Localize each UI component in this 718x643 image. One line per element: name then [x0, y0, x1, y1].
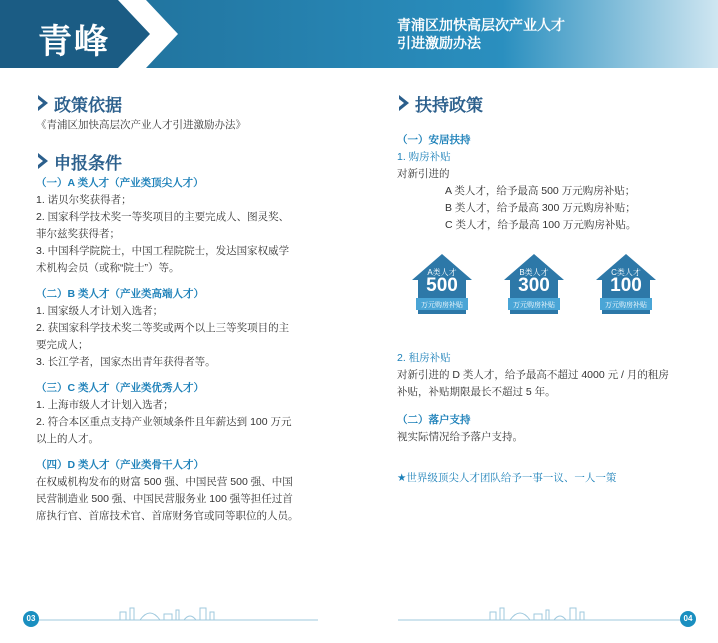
hukou-text: 视实际情况给予落户支持。 — [397, 431, 523, 443]
list-item: 2. 国家科学技术奖一等奖项目的主要完成人、图灵奖、 — [36, 211, 290, 223]
list-item: 1. 国家级人才计划入选者； — [36, 305, 164, 317]
list-item: C 类人才，给予最高 100 万元购房补贴。 — [445, 219, 637, 231]
list-item: B 类人才，给予最高 300 万元购房补贴； — [445, 202, 636, 214]
hukou-heading: （二）落户支持 — [397, 414, 471, 426]
group-heading: （四）D 类人才（产业类骨干人才） — [36, 459, 204, 471]
list-item: 1. 上海市级人才计划入选者； — [36, 399, 174, 411]
policy-text: 《青浦区加快高层次产业人才引进激励办法》 — [36, 119, 246, 131]
rent-subsidy-title: 2. 租房补贴 — [397, 352, 451, 364]
group-heading: （三）C 类人才（产业类优秀人才） — [36, 382, 204, 394]
list-item: 席执行官、首席技术官、首席财务官或同等职位的人员。 — [36, 510, 299, 522]
house-c-icon: C类人才 100 万元购房补贴 — [594, 252, 658, 316]
group-d — [36, 457, 318, 525]
rent-text: 补贴，补贴期限最长不超过 5 年。 — [397, 386, 556, 398]
house-b-icon: B类人才 300 万元购房补贴 — [502, 252, 566, 316]
list-item: 术机构会员（或称“院士”）等。 — [36, 262, 180, 274]
page-number-left: 03 — [23, 611, 39, 627]
list-item: 要完成人； — [36, 339, 89, 351]
housing-heading: （一）安居扶持 — [397, 134, 471, 146]
chevron-right-icon — [36, 153, 50, 169]
group-heading: （二）B 类人才（产业类高端人才） — [36, 288, 204, 300]
header-banner — [0, 0, 718, 68]
chevron-right-icon — [397, 95, 411, 111]
list-item: 3. 长江学者，国家杰出青年获得者等。 — [36, 356, 216, 368]
group-a — [36, 175, 318, 277]
list-item: 民营制造业 500 强、中国民营服务业 100 强等担任过首 — [36, 493, 293, 505]
list-item: A 类人才，给予最高 500 万元购房补贴； — [445, 185, 636, 197]
page-number-right: 04 — [680, 611, 696, 627]
header-title: 青浦区加快高层次产业人才 引进激励办法 — [397, 17, 565, 51]
chevron-right-icon — [36, 95, 50, 111]
house-subsidy-icons — [410, 252, 689, 316]
support-section-title: 扶持政策 — [397, 92, 689, 114]
list-item: 2. 获国家科学技术奖二等奖或两个以上三等奖项目的主 — [36, 322, 290, 334]
footer-skyline — [0, 598, 718, 643]
right-column — [397, 92, 689, 485]
list-item: 2. 符合本区重点支持产业领域条件且年薪达到 100 万元 — [36, 416, 292, 428]
list-item: 1. 诺贝尔奖获得者； — [36, 194, 132, 206]
rent-text: 对新引进的 D 类人才，给予最高不超过 4000 元 / 月的租房 — [397, 369, 669, 381]
logo: 青峰 — [38, 22, 110, 62]
left-column — [36, 92, 318, 525]
list-item: 在权威机构发布的财富 500 强、中国民营 500 强、中国 — [36, 476, 293, 488]
group-b — [36, 286, 318, 371]
apply-section-title: 申报条件 — [36, 150, 318, 172]
buy-intro: 对新引进的 — [397, 168, 450, 180]
buy-subsidy-title: 1. 购房补贴 — [397, 151, 451, 163]
star-note: ★世界级顶尖人才团队给予一事一议、一人一策 — [397, 472, 617, 484]
list-item: 3. 中国科学院院士，中国工程院院士，发达国家权威学 — [36, 245, 290, 257]
house-a-icon: A类人才 500 万元购房补贴 — [410, 252, 474, 316]
group-c — [36, 380, 318, 448]
policy-section-title: 政策依据 — [36, 92, 318, 114]
list-item: 以上的人才。 — [36, 433, 99, 445]
group-heading: （一）A 类人才（产业类顶尖人才） — [36, 177, 204, 189]
list-item: 菲尔兹奖获得者； — [36, 228, 120, 240]
